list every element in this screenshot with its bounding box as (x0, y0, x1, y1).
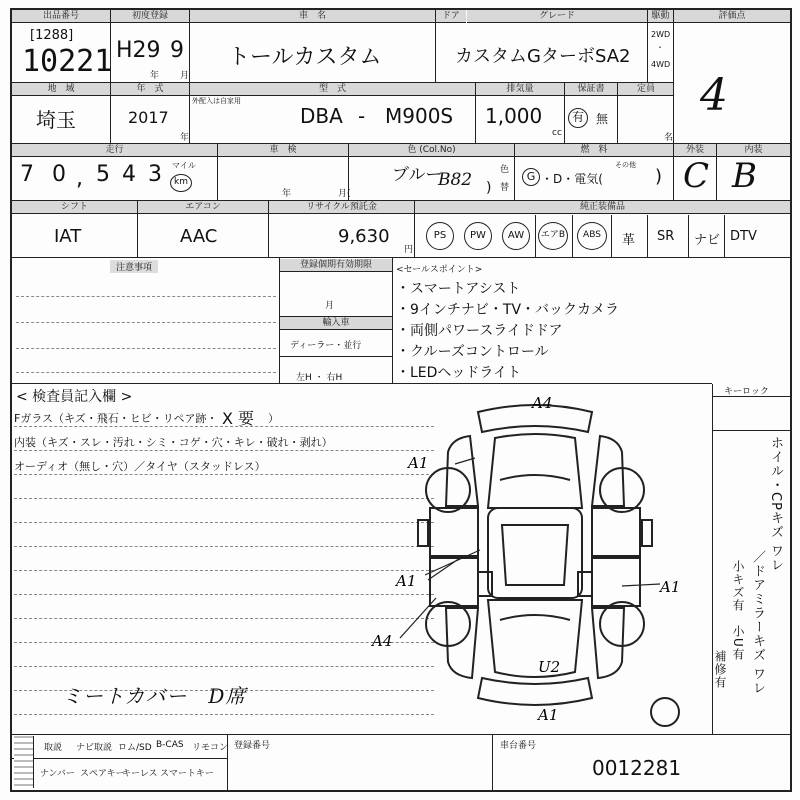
fglass-close: ） (268, 412, 279, 425)
fuel-label: 燃 料 (515, 144, 673, 157)
color-code: B82 (438, 170, 473, 190)
sales-point-3: ・両側パワースライドドア (396, 323, 563, 339)
equip-sr: SR (657, 229, 675, 244)
grade-label: グレード (467, 10, 647, 23)
first-reg-label: 初度登録 (111, 10, 189, 23)
mileage-label: 走行 (12, 144, 217, 157)
grade: カスタムGターボSA2 (455, 46, 631, 67)
cc-unit: cc (552, 128, 562, 138)
footer-manual: 取説 (44, 743, 63, 753)
equip-navi: ナビ (694, 233, 721, 248)
equip-pw: PW (464, 222, 492, 250)
mileage-digit-4: 4 (122, 162, 136, 187)
damage-mark-3: A1 (396, 572, 417, 590)
damage-mark-7: A1 (538, 706, 559, 724)
reg-number-label: 登録番号 (234, 741, 271, 751)
car-condition-diagram (360, 390, 710, 730)
fglass-line-label: Fガラス（キズ・飛石・ヒビ・リペア跡・ (14, 412, 218, 425)
car-name-label: 車 名 (190, 10, 435, 23)
inspection-title: < 検査員記入欄 > (16, 389, 133, 405)
warranty-no: 無 (596, 112, 609, 126)
fuel-options: ・D・電気( (541, 172, 603, 186)
damage-mark-6: U2 (538, 658, 561, 676)
exterior-grade: C (683, 156, 710, 196)
aircon-label: エアコン (138, 201, 268, 214)
damage-mark-5: A1 (660, 578, 681, 596)
exterior-label: 外装 (674, 144, 716, 157)
door-label: ドア (436, 10, 466, 23)
capacity-unit: 名 (664, 133, 674, 143)
mileage-sep: , (76, 166, 83, 191)
aircon-value: AAC (180, 226, 218, 247)
footer-rom-sd: ロム/SD (118, 743, 152, 753)
drive-sep: ・ (656, 43, 664, 52)
fuel-close: ) (655, 166, 663, 187)
sales-points-label: <セールスポイント> (396, 265, 483, 275)
equip-aw: AW (502, 222, 530, 250)
footer-spare-key: スペアキー (80, 769, 125, 779)
type-code: M900S (385, 104, 454, 128)
footer-bcas: B-CAS (156, 740, 184, 750)
drive-2wd: 2WD (651, 30, 671, 39)
score-label: 評価点 (674, 10, 790, 23)
warranty-label: 保証書 (565, 83, 617, 96)
reg-month-label: 月 (325, 301, 335, 311)
equip-leather: 革 (622, 233, 636, 248)
steering-label: 左H ・ 右H (296, 373, 343, 383)
mileage-digit-3: 5 (96, 162, 110, 187)
model-year-label: 年 式 (111, 83, 189, 96)
car-name: トールカスタム (228, 45, 382, 70)
drive-label: 駆動 (648, 10, 673, 23)
fuel-other: その他 (615, 161, 636, 169)
displacement-label: 排気量 (476, 83, 564, 96)
shaken-month-unit: 月( (338, 189, 351, 199)
mileage-digit-1: 7 (20, 162, 34, 187)
footer-navi-manual: ナビ取説 (76, 743, 113, 753)
footer-side-marks (14, 736, 34, 788)
sales-point-4: ・クルーズコントロール (396, 344, 549, 360)
chassis-number: 0012281 (592, 756, 682, 780)
model-year-unit: 年 (180, 133, 190, 143)
month-unit: 月 (180, 71, 190, 81)
dealer-label: ディーラー・並行 (290, 341, 362, 351)
fglass-repair-mark: X 要 (222, 409, 255, 428)
caution-label: 注意事項 (110, 260, 158, 273)
sales-point-2: ・9インチナビ・TV・バックカメラ (396, 302, 620, 318)
type-dash: - (358, 104, 366, 128)
displacement: 1,000 (485, 104, 543, 128)
mileage-digit-2: 0 (52, 162, 66, 187)
footer-number-plate: ナンバー (40, 769, 75, 779)
color-word-1: 色 (500, 165, 510, 175)
capacity-label: 定員 (618, 83, 674, 96)
color-word-2: 替 (500, 183, 510, 193)
lot-number: 10221 (22, 44, 113, 79)
keylock-note-1: ホイル・CPキズ ワレ (768, 436, 783, 573)
color-label: 色 (Col.No) (349, 144, 514, 157)
yen-unit: 円 (404, 245, 414, 255)
equip-airbag: エアB (538, 222, 568, 250)
shaken-label: 車 検 (218, 144, 348, 157)
model-year: 2017 (128, 108, 169, 127)
region-label: 地 域 (12, 83, 110, 96)
audio-tire-line: オーディオ（無し・穴）／タイヤ（スタッドレス） (14, 460, 266, 473)
lot-small-number: [1288] (30, 28, 74, 43)
shaken-year-unit: 年 (282, 189, 292, 199)
import-label: 輸入車 (280, 316, 392, 330)
interior-label: 内装 (717, 144, 790, 157)
equip-abs: ABS (577, 222, 607, 250)
chassis-label: 車台番号 (500, 741, 537, 751)
footer-smart-key: スマートキー (160, 769, 214, 779)
close-paren: ) (486, 180, 492, 196)
interior-grade: B (732, 156, 757, 196)
sales-point-1: ・スマートアシスト (396, 281, 521, 297)
interior-line: 内装（キズ・スレ・汚れ・シミ・コゲ・穴・キレ・破れ・剥れ） (14, 436, 333, 449)
shift-value: IAT (54, 226, 82, 247)
reg-period-label: 登録個期有効期限 (280, 259, 392, 272)
footer-keyless: キーレス (122, 769, 158, 779)
keylock-note-2: ／ドアミラーキズ ワレ (750, 550, 765, 696)
equip-dtv: DTV (730, 229, 757, 244)
mileage-digit-5: 3 (148, 162, 162, 187)
drive-4wd: 4WD (651, 60, 671, 69)
era-year: H29 (116, 38, 161, 63)
score-value: 4 (700, 70, 728, 121)
mile-label: マイル (172, 161, 196, 170)
type-prefix: DBA (300, 104, 343, 128)
keylock-note-4: 補修有 (713, 650, 727, 689)
warranty-yes-circled: 有 (568, 108, 588, 128)
key-lock-label: キーロック (724, 387, 769, 397)
equip-ps: PS (426, 222, 454, 250)
recycle-fee: 9,630 (338, 226, 390, 247)
reg-month: 9 (170, 38, 184, 63)
damage-mark-2: A1 (408, 454, 429, 472)
type-note: 外配入は自家用 (192, 97, 241, 105)
damage-mark-4: A4 (372, 632, 393, 650)
km-circled: km (170, 174, 192, 192)
type-label: 型 式 (190, 83, 475, 96)
shift-label: シフト (12, 201, 137, 214)
color-value: ブルー (392, 165, 443, 185)
equipment-label: 純正装備品 (415, 201, 790, 214)
fuel-g-circled: G (522, 168, 540, 186)
sales-point-5: ・LEDヘッドライト (396, 365, 522, 381)
venue-label: 出品番号 (12, 10, 110, 23)
keylock-note-3: 小キズ有 小U有 (731, 560, 745, 661)
handwritten-note: ミートカバー D席 (62, 684, 247, 708)
year-unit: 年 (150, 71, 160, 81)
damage-mark-1: A4 (532, 394, 553, 412)
recycle-label: リサイクル預託金 (269, 201, 414, 214)
region: 埼玉 (36, 108, 76, 132)
footer-remote: リモコン (192, 743, 229, 753)
